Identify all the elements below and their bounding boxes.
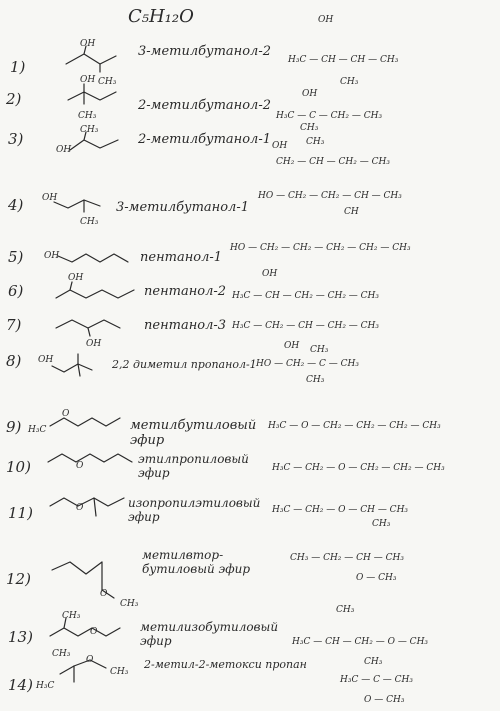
- skeleton-label: CH₃: [120, 599, 139, 609]
- item-name: метилвтор-бутиловый эфир: [142, 548, 251, 576]
- condensed-formula: [267, 421, 441, 431]
- item-name: 2-метил-2-метокси пропан: [144, 658, 307, 671]
- skeletal-structure: [56, 125, 118, 155]
- skeleton-label: CH₃: [98, 77, 117, 87]
- skeleton-label: O: [90, 627, 98, 637]
- formula-line: OH: [272, 141, 288, 151]
- skeleton-label: O: [100, 589, 108, 599]
- skeletal-structure: [27, 409, 120, 435]
- skeletal-structure: [56, 273, 134, 298]
- skeleton-label: OH: [44, 251, 60, 261]
- item-number: 6): [8, 282, 24, 300]
- condensed-formula: [257, 191, 402, 217]
- formula-line: HO — CH₂ — CH₂ — CH₂ — CH₂ — CH₃: [230, 243, 411, 253]
- skeleton-label: H₃C: [36, 681, 55, 691]
- item-number: 10): [6, 458, 31, 476]
- formula-line: OH: [302, 89, 318, 99]
- skeleton-label: CH₃: [62, 611, 81, 621]
- skeleton-label: H₃C: [28, 425, 47, 435]
- condensed-formula: [271, 505, 408, 529]
- skeletal-structure: [52, 562, 139, 609]
- item-name: пентанол-1: [140, 250, 223, 265]
- item-number: 5): [8, 248, 24, 266]
- item-number: 14): [8, 676, 33, 694]
- item-number: 9): [6, 418, 22, 436]
- skeleton-label: OH: [80, 75, 96, 85]
- formula-line: CH₃: [306, 137, 325, 147]
- skeleton-label: CH₃: [80, 217, 99, 227]
- formula-line: CH₃: [300, 123, 319, 133]
- formula-line: CH₃: [372, 519, 391, 529]
- item-name: 2,2 диметил пропанол-1: [112, 358, 257, 371]
- formula-line: H₃C — O — CH₂ — CH₂ — CH₂ — CH₃: [268, 421, 441, 431]
- formula-line: HO — CH₂ — C — CH₃: [256, 359, 359, 369]
- item-number: 8): [6, 352, 22, 370]
- formula-line: CH₃: [340, 77, 359, 87]
- condensed-formula: [339, 657, 413, 705]
- skeletal-structure: [56, 320, 120, 349]
- condensed-formula: [291, 605, 428, 647]
- skeletal-structure: [50, 611, 120, 637]
- item-name: метилизобутиловый эфир: [140, 620, 279, 648]
- formula-line: OH: [262, 269, 278, 279]
- item-name: пентанол-2: [144, 284, 227, 299]
- skeleton-label: OH: [42, 193, 58, 203]
- item-name: 3-метилбутанол-1: [116, 200, 249, 215]
- item-name: этилпропиловый эфир: [138, 452, 249, 480]
- condensed-formula: [255, 345, 359, 385]
- formula-line: H₃C — CH₂ — O — CH₂ — CH₂ — CH₃: [272, 463, 445, 473]
- item-number: 13): [8, 628, 33, 646]
- formula-line: H₃C — CH₂ — O — CH — CH₃: [272, 505, 409, 515]
- skeleton-label: O: [62, 409, 70, 419]
- skeleton-label: O: [76, 461, 84, 471]
- item-number: 11): [8, 504, 33, 522]
- formula-line: H₃C — CH — CH₂ — CH₂ — CH₃: [232, 291, 379, 301]
- skeleton-label: OH: [80, 39, 96, 49]
- skeletal-structure: [50, 498, 124, 516]
- skeleton-label: OH: [86, 339, 102, 349]
- formula-line: H₃C — CH₂ — CH — CH₂ — CH₃: [232, 321, 379, 331]
- item-number: 2): [6, 90, 22, 108]
- formula-line: CH₃: [306, 375, 325, 385]
- item-name: 2-метилбутанол-1: [138, 132, 271, 147]
- formula-line: CH₂ — CH — CH₂ — CH₃: [276, 157, 390, 167]
- formula-line: OH: [318, 15, 334, 25]
- condensed-formula: [272, 137, 390, 167]
- formula-line: HO — CH₂ — CH₂ — CH — CH₃: [258, 191, 402, 201]
- item-number: 7): [6, 316, 22, 334]
- formula-line: CH₃: [336, 605, 355, 615]
- formula-line: H₃C — CH — CH₂ — O — CH₃: [292, 637, 429, 647]
- formula-line: H₃C — C — CH₂ — CH₃: [276, 111, 383, 121]
- condensed-formula: [287, 15, 399, 87]
- formula-line: CH₃: [364, 657, 383, 667]
- skeletal-structure: [38, 354, 92, 376]
- skeletal-structure: [35, 649, 129, 691]
- skeleton-label: CH₃: [52, 649, 71, 659]
- formula-line: H₃C — C — CH₃: [340, 675, 414, 685]
- item-number: 3): [8, 130, 24, 148]
- page-title: C₅H₁₂O: [128, 6, 194, 27]
- item-number: 1): [10, 58, 26, 76]
- skeleton-label: OH: [56, 145, 72, 155]
- formula-line: CH₃ — CH₂ — CH — CH₃: [290, 553, 404, 563]
- skeleton-label: O: [86, 655, 94, 665]
- condensed-formula: [275, 89, 382, 133]
- skeleton-label: O: [76, 503, 84, 513]
- skeleton-label: OH: [38, 355, 54, 365]
- item-name: 2-метилбутанол-2: [138, 98, 271, 113]
- formula-line: OH: [284, 341, 300, 351]
- condensed-formula: [229, 243, 411, 253]
- formula-line: O — CH₃: [356, 573, 397, 583]
- formula-line: CH: [344, 207, 359, 217]
- item-name: пентанол-3: [144, 318, 227, 333]
- condensed-formula: [271, 463, 445, 473]
- skeleton-label: CH₃: [110, 667, 129, 677]
- formula-line: H₃C — CH — CH — CH₃: [288, 55, 399, 65]
- item-name: метилбутиловый эфир: [130, 418, 257, 448]
- skeleton-label: OH: [68, 273, 84, 283]
- condensed-formula: [231, 269, 379, 301]
- skeletal-structure: [48, 454, 132, 471]
- skeletal-structure: [44, 251, 128, 262]
- item-number: 4): [8, 196, 24, 214]
- item-name: изопропилэтиловый эфир: [128, 496, 261, 524]
- condensed-formula: [290, 553, 404, 583]
- skeleton-label: CH₃: [78, 111, 97, 121]
- skeleton-label: CH₃: [80, 125, 99, 135]
- condensed-formula: [231, 321, 379, 351]
- formula-line: O — CH₃: [364, 695, 405, 705]
- formula-line: CH₃: [310, 345, 329, 355]
- skeletal-structure: [42, 193, 100, 227]
- item-number: 12): [6, 570, 31, 588]
- item-name: 3-метилбутанол-2: [138, 44, 271, 59]
